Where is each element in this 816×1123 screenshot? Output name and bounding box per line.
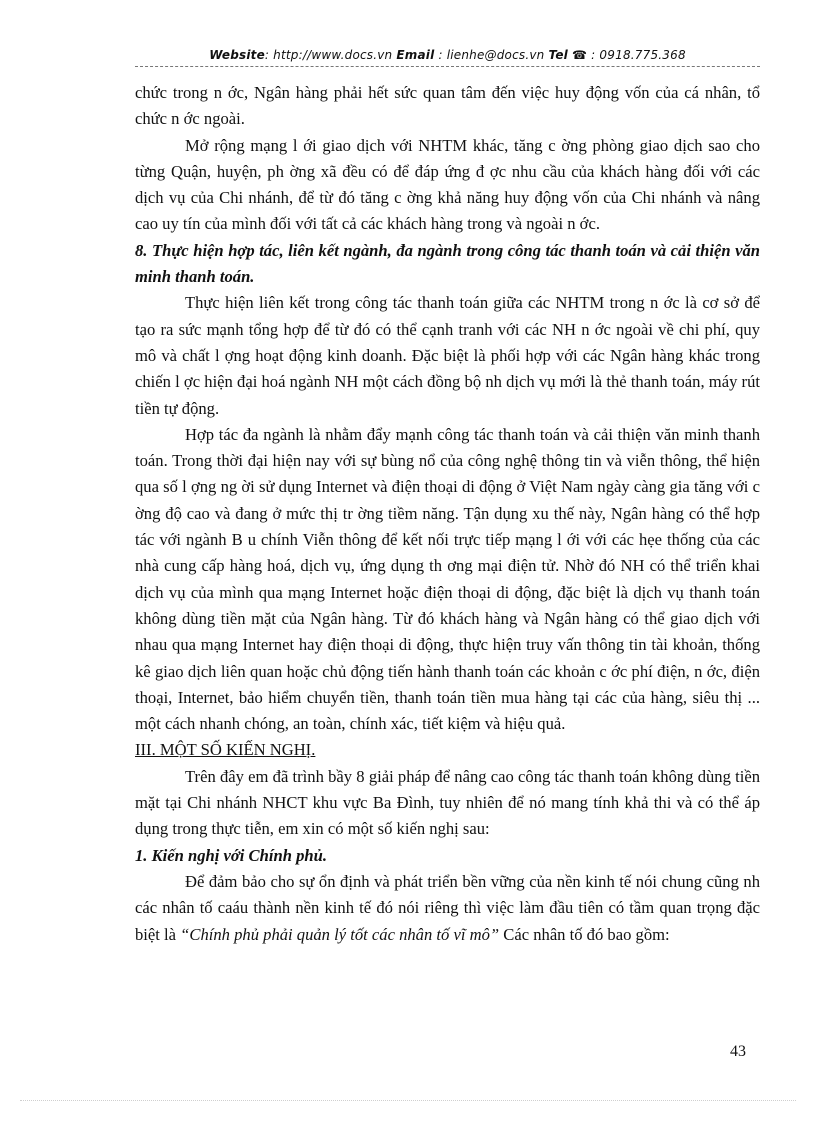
section-heading-iii-text: III. MỘT SỐ KIẾN NGHỊ. (135, 740, 316, 760)
paragraph-network-expansion: Mở rộng mạng l ới giao dịch với NHTM khác, tăng c ờng phòng giao dịch sao cho từng Quận, huyện, ph ờng xã đều có để đáp ứng đ ợc nhu cầu của khách hàng đối với các dịch vụ của Chi nhánh, để từ đó tăng c ờng khả năng huy động vốn của Chi nhánh và nâng cao uy tín của mình đối với tất cả các khách hàng trong và ngoài n ớc. (135, 135, 760, 234)
paragraph-government-quote: “Chính phủ phải quản lý tốt các nhân tố vĩ mô” (180, 924, 500, 944)
page-header (135, 48, 760, 62)
paragraph-continuation: chức trong n ớc, Ngân hàng phải hết sức quan tâm đến việc huy động vốn của cá nhân, tổ chức n ớc ngoài. (135, 83, 760, 129)
tel-value: ☎ : 0918.775.368 (572, 48, 686, 62)
document-body (135, 80, 760, 948)
email-label: Email (396, 48, 435, 62)
tel-label: Tel (548, 48, 568, 62)
page-number: 43 (730, 1043, 746, 1060)
header-divider (135, 66, 760, 67)
paragraph-government-start: Để đảm bảo cho sự ổn định và phát triển bền vững của nền kinh tế nói chung cũng nh các nhân tố caáu thành nền kinh tế đó nói riêng thì việc làm đầu tiên có tầm quan trọng đặc biệt là (135, 871, 760, 944)
paragraph-government-end: Các nhân tố đó bao gồm: (499, 924, 670, 944)
paragraph-bank-cooperation: Thực hiện liên kết trong công tác thanh toán giữa các NHTM trong n ớc là cơ sở để tạo ra sức mạnh tổng hợp để từ đó có thể cạnh tranh với các NH n ớc ngoài về chi phí, quy mô và chất l ợng hoạt động kinh doanh. Đặc biệt là phối hợp với các Ngân hàng khác trong chiến l ợc hiện đại hoá ngành NH một cách đồng bộ nh dịch vụ mới là thẻ thanh toán, máy rút tiền tự động. (135, 293, 760, 418)
paragraph-government (135, 869, 760, 948)
paragraph-recommendations-intro: Trên đây em đã trình bầy 8 giải pháp để nâng cao công tác thanh toán không dùng tiền mặt tại Chi nhánh NHCT khu vực Ba Đình, tuy nhiên để nó mang tính khả thi và có thể áp dụng trong thực tiễn, em xin có một số kiến nghị sau: (135, 766, 760, 839)
website-value: : http://www.docs.vn (264, 48, 393, 62)
paragraph-multi-sector-cooperation: Hợp tác đa ngành là nhằm đẩy mạnh công tác thanh toán và cải thiện văn minh thanh toán. Trong thời đại hiện nay với sự bùng nổ của công nghệ thông tin và viễn thông, thể hiện qua số l ợng ng ời sử dụng Internet và điện thoại di động ở Việt Nam ngày càng gia tăng với c ờng độ cao và đang ở mức thị tr ờng tiềm năng. Tận dụng xu thế này, Ngân hàng có thể hợp tác với ngành B u chính Viễn thông để kết nối trực tiếp mạng l ới với các hẹe thống của các nhà cung cấp hàng hoá, dịch vụ, ứng dụng th ơng mại điện tử. Nhờ đó NH có thể triển khai dịch vụ của mình qua mạng Internet hoặc điện thoại di động, đặc biệt là dịch vụ thanh toán không dùng tiền mặt của Ngân hàng. Từ đó khách hàng và Ngân hàng có thể giao dịch với nhau qua mạng Internet hay điện thoại di động, thực hiện truy vấn thông tin tài khoản, thống kê giao dịch liên quan hoặc chủ động tiến hành thanh toán các khoản c ớc phí điện, n ớc, điện thoại, Internet, bảo hiểm chuyển tiền, thanh toán tiền mua hàng tại các của hàng, siêu thị ... một cách nhanh chóng, an toàn, chính xác, tiết kiệm và hiệu quả. (135, 424, 760, 734)
subheading-government: 1. Kiến nghị với Chính phủ. (135, 845, 327, 865)
footer-divider (20, 1100, 796, 1101)
website-label: Website (209, 48, 265, 62)
section-heading-iii (135, 737, 760, 763)
email-value: : lienhe@docs.vn (438, 48, 545, 62)
section-heading-8: 8. Thực hiện hợp tác, liên kết ngành, đa ngành trong công tác thanh toán và cải thiện văn minh thanh toán. (135, 240, 760, 287)
